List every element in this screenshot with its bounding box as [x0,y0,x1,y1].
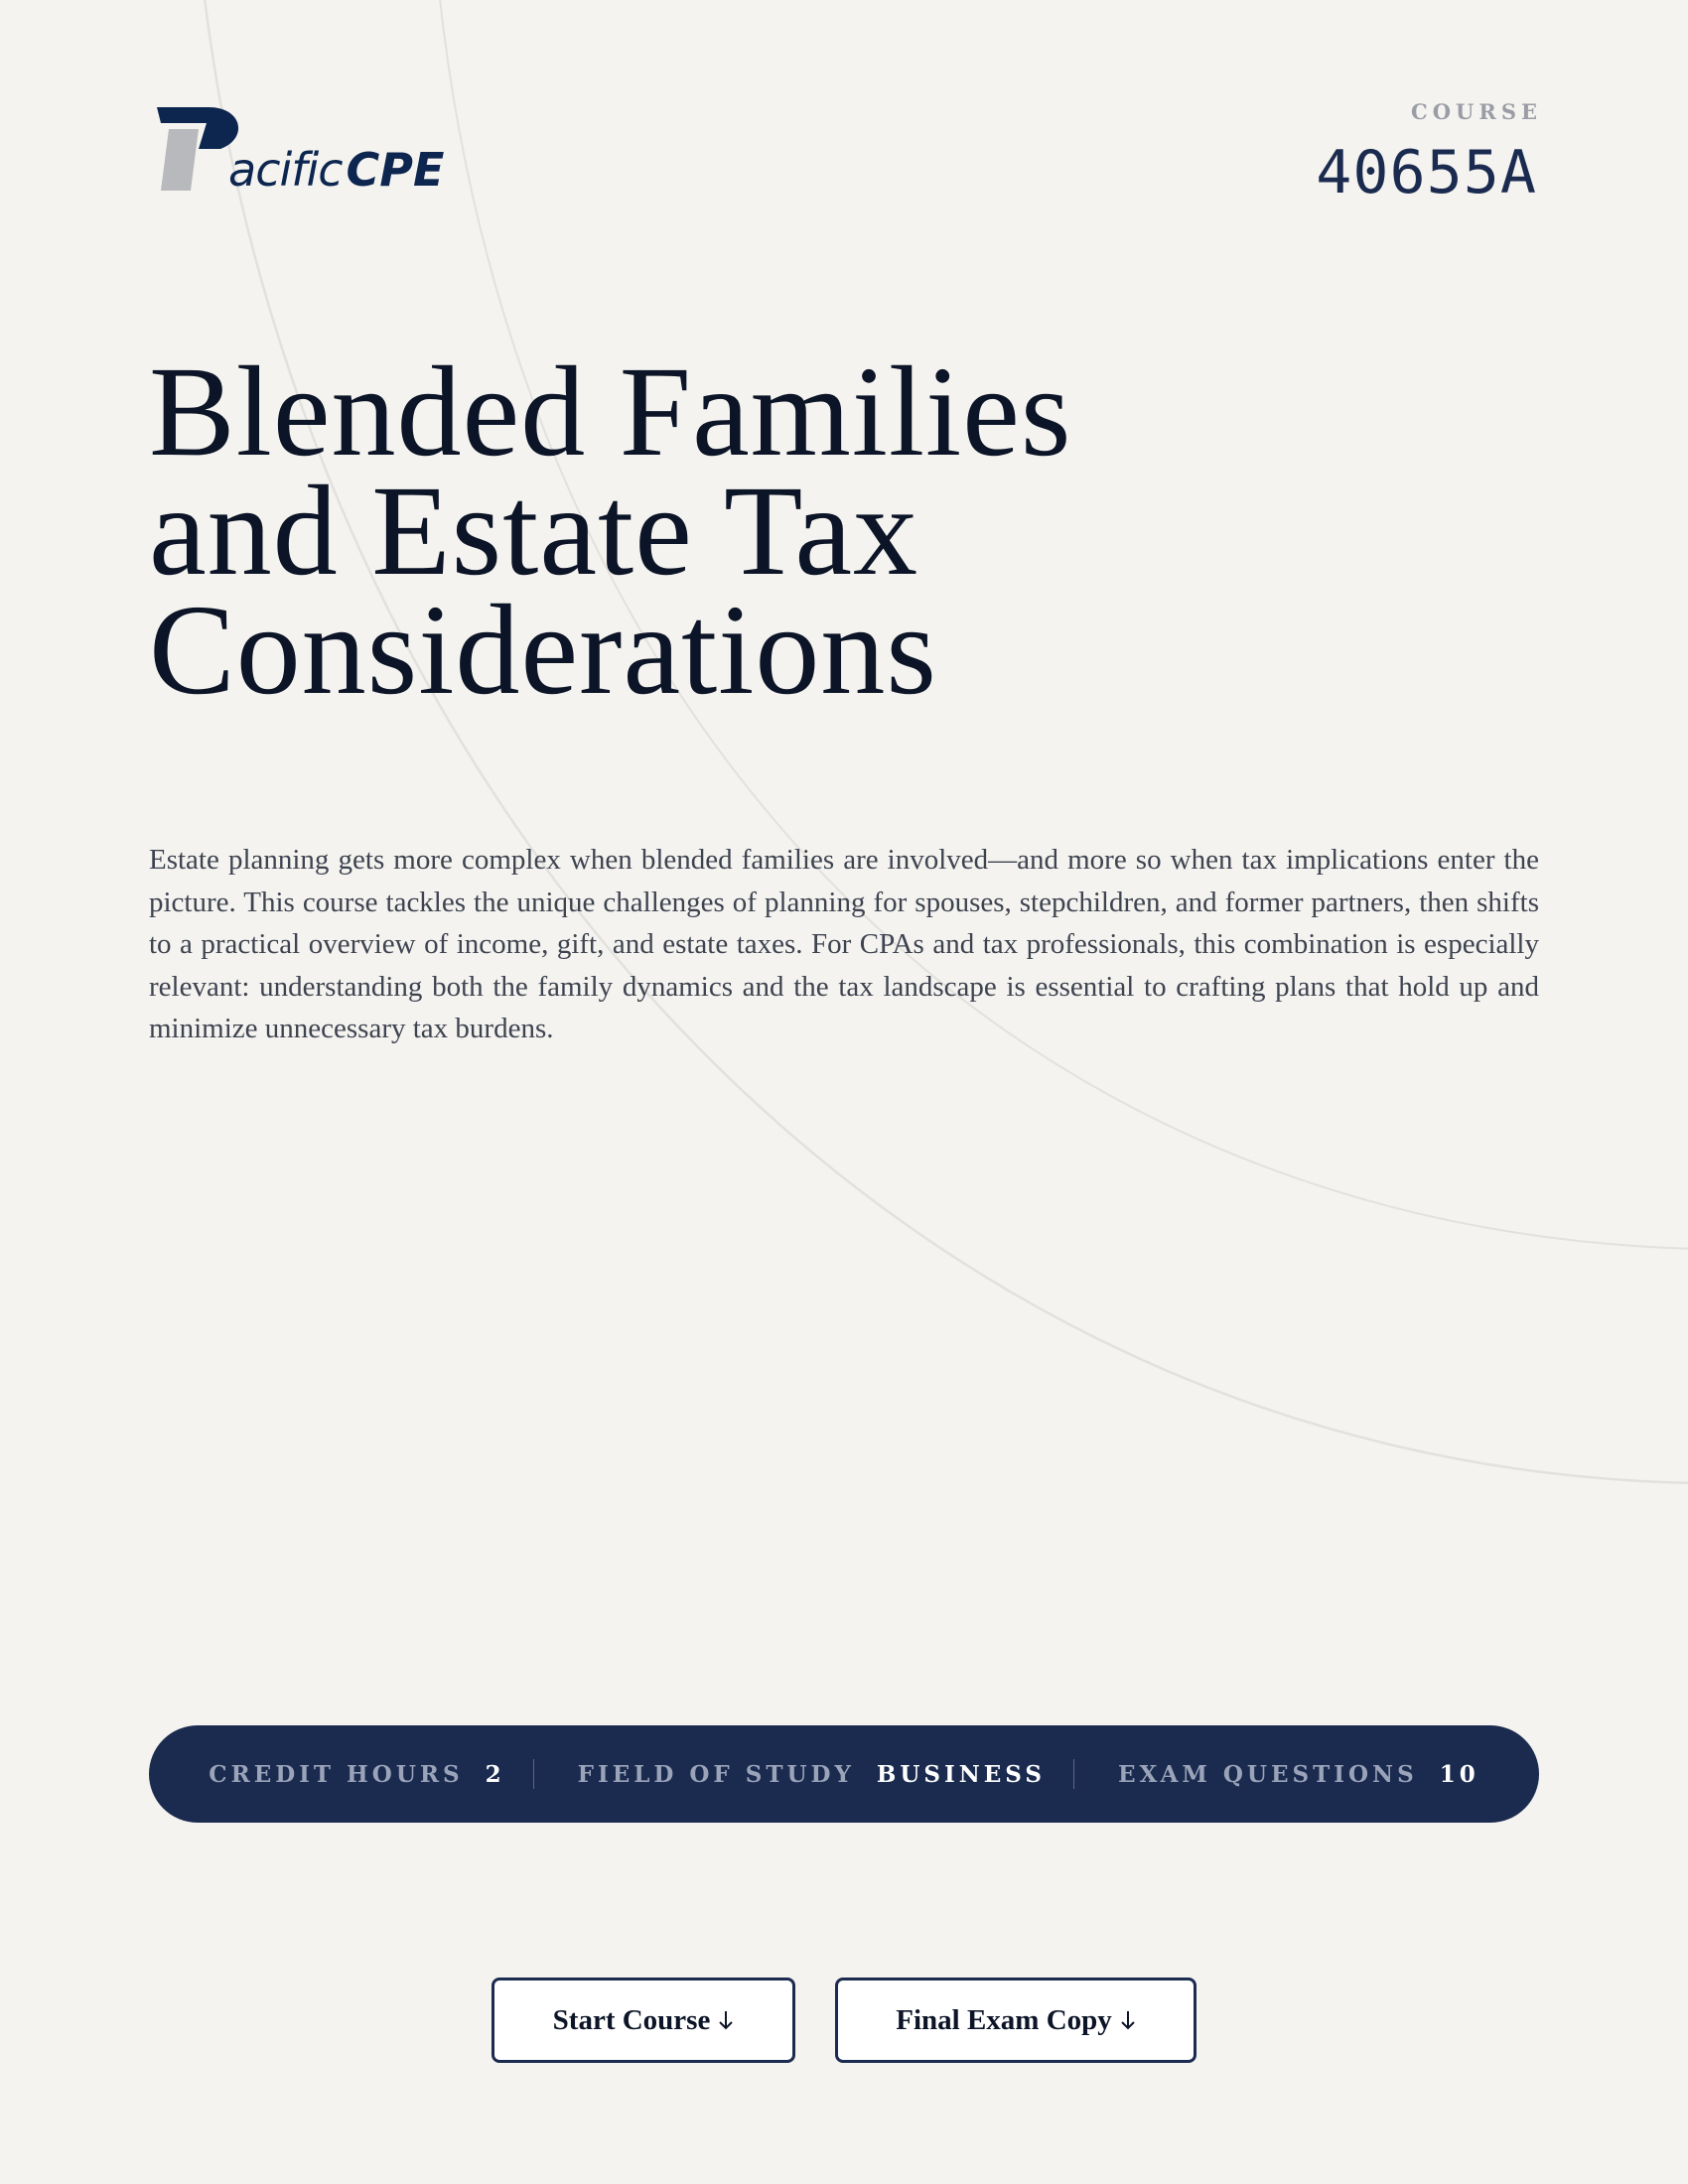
meta-exam-questions [1118,1761,1479,1788]
meta-divider [1073,1759,1074,1789]
action-buttons [0,1978,1688,2063]
meta-exam-value: 10 [1439,1760,1479,1788]
arrow-down-icon [1120,2009,1136,2031]
decorative-arc-outer [204,0,1688,1483]
logo-wordmark [228,143,444,197]
meta-credit-label: CREDIT HOURS [209,1760,464,1788]
start-course-button[interactable] [492,1978,795,2063]
meta-field-label: FIELD OF STUDY [577,1760,855,1788]
meta-field-value: BUSINESS [876,1760,1047,1788]
course-label: COURSE [1411,99,1542,124]
meta-field-of-study [578,1761,1046,1788]
arrow-down-icon [718,2009,734,2031]
final-exam-copy-button[interactable] [835,1978,1196,2063]
meta-credit-value: 2 [485,1760,505,1788]
course-id-block [1316,99,1542,207]
final-exam-copy-label: Final Exam Copy [896,2003,1112,2036]
meta-exam-label: EXAM QUESTIONS [1118,1760,1418,1788]
title-line-3: Considerations [149,579,937,722]
title-line-2: and Estate Tax [149,460,919,603]
logo-wordmark-part1: acific [228,143,343,197]
page-title [149,341,1241,722]
logo-wordmark-part2: CPE [346,143,445,197]
course-code: 40655A [1316,138,1537,207]
start-course-label: Start Course [552,2003,711,2036]
pacific-cpe-logo [149,99,445,208]
course-description: Estate planning gets more complex when blended families are involved—and more so when tax implications enter the picture. This course tackles the unique challenges of planning for spouses, stepchildren, and former partners, then shifts to a practical overview of income, gift, and estate taxes. For CPAs and tax professionals, this combination is especially relevant: understanding both the family dynamics and the tax landscape is essential to crafting plans that hold up and minimize unnecessary tax burdens. [149,844,1539,1044]
meta-divider [533,1759,534,1789]
course-meta-bar [149,1725,1539,1823]
meta-credit-hours [209,1761,504,1788]
title-line-1: Blended Families [149,341,1072,483]
